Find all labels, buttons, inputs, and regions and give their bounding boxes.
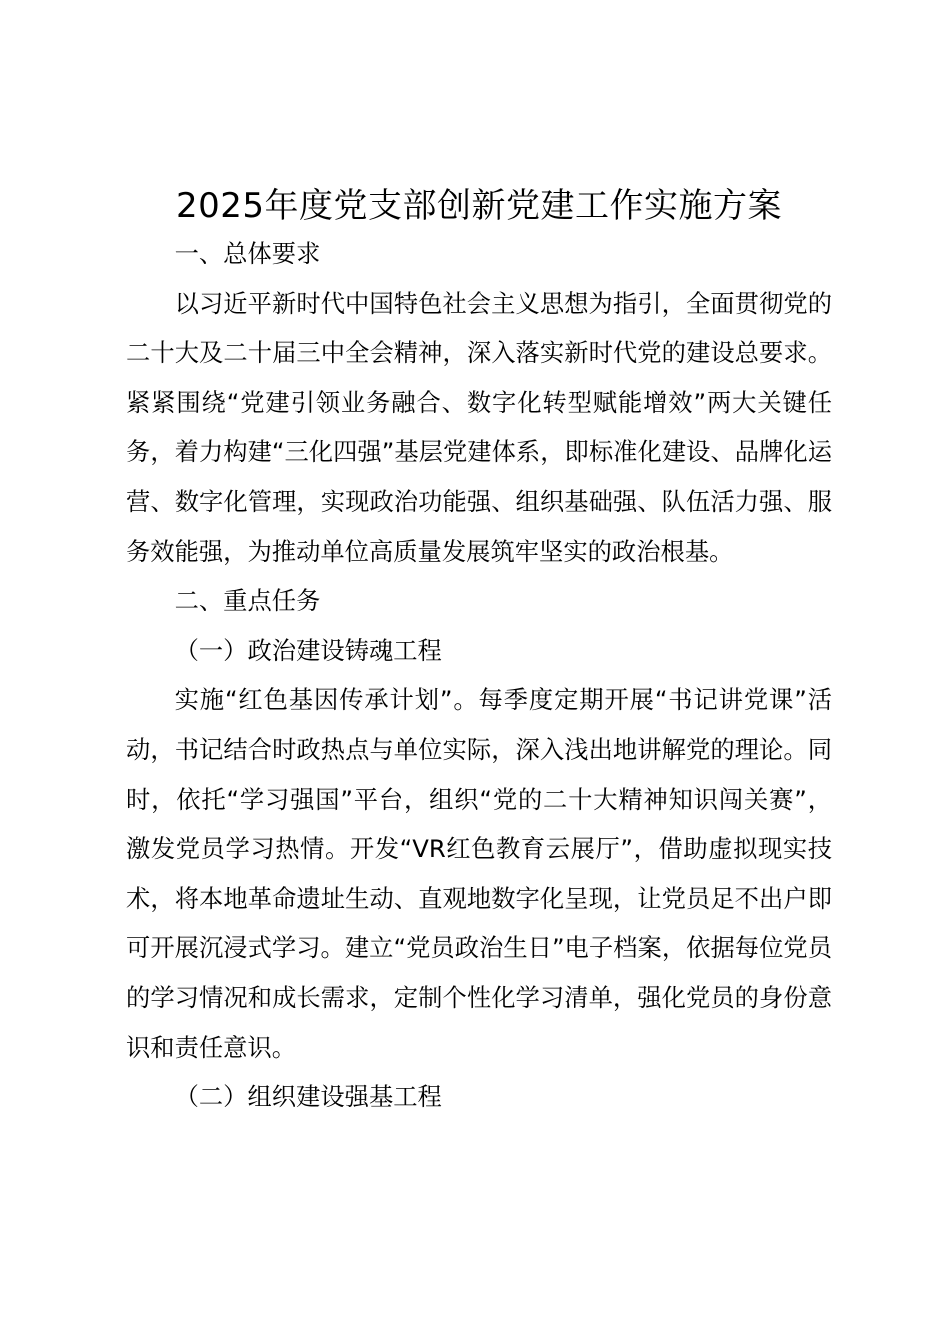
section-heading-key-tasks: 二、重点任务 xyxy=(174,586,321,616)
section-heading-general-requirements: 一、总体要求 xyxy=(174,239,321,268)
document-title: 2025年度党支部创新党建工作实施方案 xyxy=(175,186,783,226)
body-paragraph: 实施“红色基因传承计划”。每季度定期开展“书记讲党课”活动，书记结合时政热点与单位实际，深入浅出地讲解党的理论。同时，依托“学习强国”平台，组织“党的二十大精神知识闯关赛”，激发党员学习热情。开发“VR红色教育云展厅”，借助虚拟现实技术，将本地革命遗址生动、直观地数字化呈现，让党员足不出户即可开展沉浸式学习。建立“党员政治生日”电子档案，依据每位党员的学习情况和成长需求，定制个性化学习清单，强化党员的身份意识和责任意识。 xyxy=(126,685,832,1062)
document-page xyxy=(126,184,832,1122)
subsection-heading-political-building: （一）政治建设铸魂工程 xyxy=(174,635,442,665)
subsection-heading-organization-building: （二）组织建设强基工程 xyxy=(174,1082,442,1112)
body-paragraph: 以习近平新时代中国特色社会主义思想为指引，全面贯彻党的二十大及二十届三中全会精神，深入落实新时代党的建设总要求。紧紧围绕“党建引领业务融合、数字化转型赋能增效”两大关键任务，着力构建“三化四强”基层党建体系，即标准化建设、品牌化运营、数字化管理，实现政治功能强、组织基础强、队伍活力强、服务效能强，为推动单位高质量发展筑牢坚实的政治根基。 xyxy=(126,288,832,566)
